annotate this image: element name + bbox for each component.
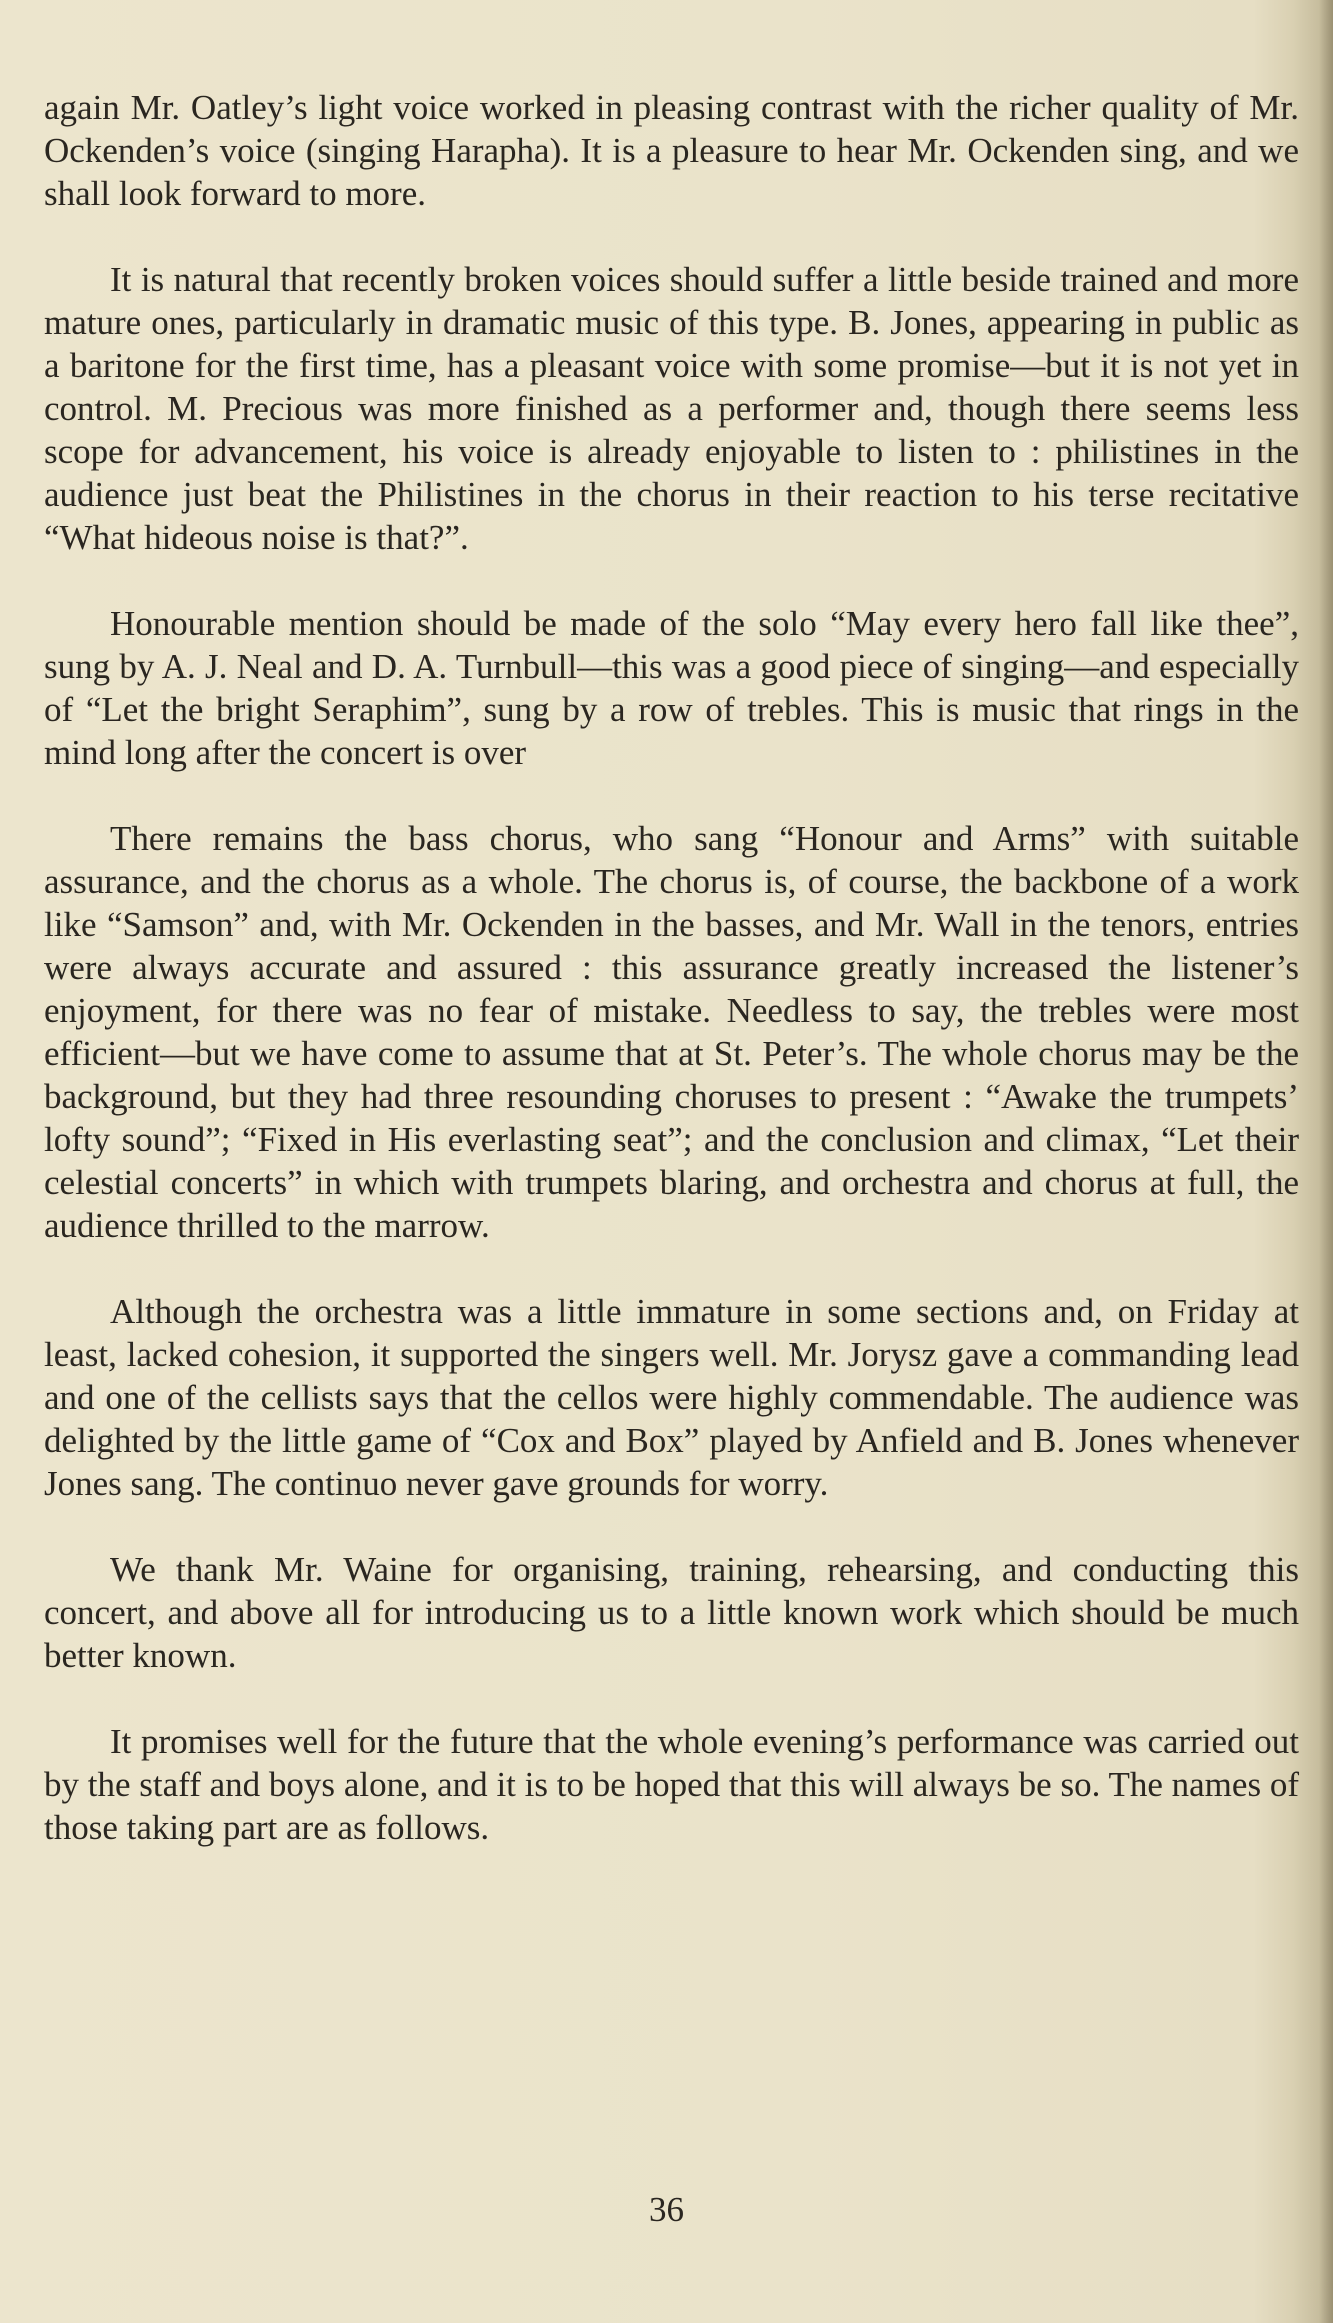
- paragraph-honourable-mention: Honourable mention should be made of the solo “May every hero fall like thee”, sung by A. J. Neal and D. A. Turnbull—this was a good piece of singing—and especially of “Let the bright Seraphim”, sung by a row of trebles. This is music that rings in the mind long after the concert is over: [44, 604, 1299, 772]
- page-number: 36: [649, 2190, 684, 2229]
- paragraph-thanks: We thank Mr. Waine for organising, training, rehearsing, and conducting this concert, and above all for introducing us to a little known work which should be much better known.: [44, 1550, 1299, 1675]
- page-edge-shadow: [1319, 0, 1333, 2323]
- paragraph-broken-voices: It is natural that recently broken voices should suffer a little beside trained and more mature ones, particularly in dramatic music of this type. B. Jones, appearing in public as a baritone for the first time, has a pleasant voice with some promise—but it is not yet in control. M. Precious was more finished as a performer and, though there seems less scope for advancement, his voice is already enjoyable to listen to : philistines in the audience just beat the Philistines in the chorus in their reaction to his terse recitative “What hideous noise is that?”.: [44, 260, 1299, 557]
- paragraph-future: It promises well for the future that the whole evening’s performance was carried out by the staff and boys alone, and it is to be hoped that this will always be so. The names of those taking part are as follows.: [44, 1722, 1299, 1847]
- paragraph-continuation: again Mr. Oatley’s light voice worked in pleasing contrast with the richer quality of Mr. Ockenden’s voice (singing Harapha). It is a pleasure to hear Mr. Ockenden sing, and we shall look forward to more.: [44, 88, 1299, 213]
- paragraph-bass-chorus: There remains the bass chorus, who sang “Honour and Arms” with suitable assurance, and the chorus as a whole. The chorus is, of course, the backbone of a work like “Samson” and, with Mr. Ockenden in the basses, and Mr. Wall in the tenors, entries were always accurate and assured : this assurance greatly increased the listener’s enjoyment, for there was no fear of mistake. Needless to say, the trebles were most efficient—but we have come to assume that at St. Peter’s. The whole chorus may be the background, but they had three resounding choruses to present : “Awake the trumpets’ lofty sound”; “Fixed in His everlasting seat”; and the conclusion and climax, “Let their celestial concerts” in which with trumpets blaring, and orchestra and chorus at full, the audience thrilled to the marrow.: [44, 819, 1299, 1245]
- article-body: [44, 86, 1299, 1892]
- paragraph-orchestra: Although the orchestra was a little immature in some sections and, on Friday at least, lacked cohesion, it supported the singers well. Mr. Jorysz gave a commanding lead and one of the cellists says that the cellos were highly commendable. The audience was delighted by the little game of “Cox and Box” played by Anfield and B. Jones whenever Jones sang. The continuo never gave grounds for worry.: [44, 1292, 1299, 1503]
